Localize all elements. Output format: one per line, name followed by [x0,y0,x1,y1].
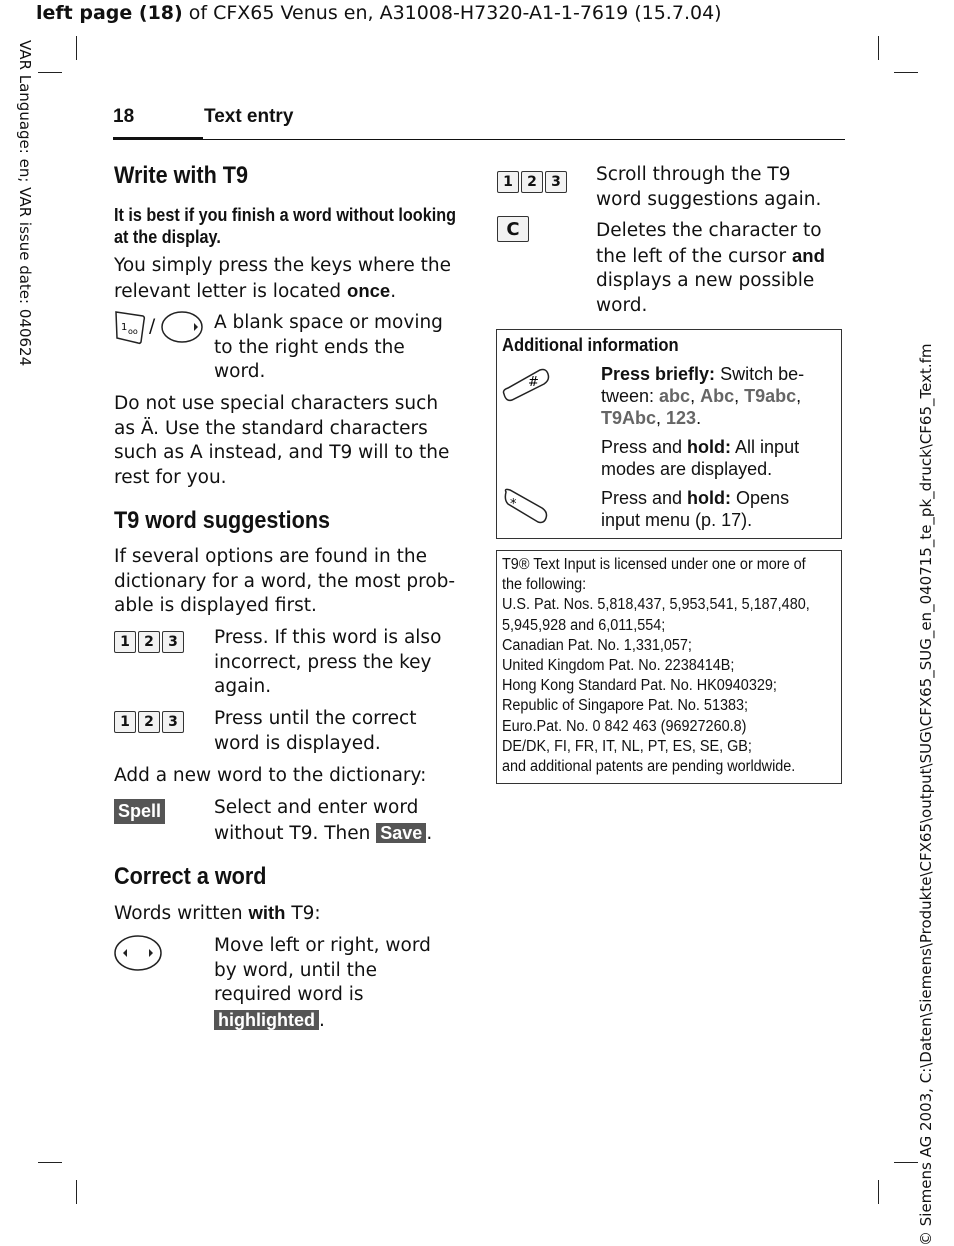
item-text: Deletes the character to the left of the cursor and displays a new possible word. [596,220,825,316]
license-line: DE/DK, FI, FR, IT, NL, PT, ES, SE, GB; [502,737,752,755]
section-title: Write with T9 [114,162,249,189]
print-info-line: left page (18) of CFX65 Venus en, A31008-H7320-A1-1-7619 (15.7.04) [36,2,722,24]
clear-key-icon: C [497,216,529,242]
paragraph: Words written with T9: [114,902,321,924]
license-line: United Kingdom Pat. No. 2238414B; [502,657,735,675]
section-title: T9 word suggestions [114,507,331,534]
svg-text:*: * [510,497,517,512]
section-title: Correct a word [114,863,267,890]
license-line: T9® Text Input is licensed under one or more of the following: [502,556,806,594]
number-keys-icon [497,171,567,193]
key-3-icon: 3 [162,711,184,733]
key-2-icon: 2 [138,711,160,733]
svg-text:oo: oo [128,327,138,336]
voicemail-key-icon [113,308,147,350]
svg-text:1: 1 [121,322,128,333]
license-line: Hong Kong Standard Pat. No. HK0940329; [502,677,777,695]
license-line: U.S. Pat. Nos. 5,818,437, 5,953,541, 5,187,480, 5,945,928 and 6,011,554; [502,596,810,634]
crop-mark [38,1162,62,1163]
side-info-right: © Siemens AG 2003, C:\Daten\Siemens\Produkte\CFX65\output\SUG\CFX65_SUG_en_040715_te_pk_druck\CF65_Text.fm [917,343,935,1246]
crop-mark [76,1180,77,1204]
header-rule [203,139,845,140]
item-text: Press. If this word is also incorrect, press the key again. [214,627,442,697]
info-row-text: Press and hold: All input modes are displayed. [601,437,800,479]
info-title: Additional information [502,335,679,355]
key-2-icon: 2 [521,171,543,193]
side-info-left: VAR Language: en; VAR issue date: 040624 [16,40,34,367]
header-title: Text entry [204,106,294,127]
key-1-icon: 1 [114,631,136,653]
key-separator: / [149,316,156,337]
info-row-text: Press and hold: Opens input menu (p. 17). [601,488,790,530]
header-rule [113,137,203,140]
hash-key-icon [500,364,554,408]
key-3-icon: 3 [545,171,567,193]
item-text: Select and enter word without T9. Then Save . [214,797,433,844]
crop-mark [878,1180,879,1204]
number-keys-icon [114,711,184,733]
crop-mark [894,72,918,73]
info-row-text: Press briefly: Switch be-tween: abc, Abc, T9abc, T9Abc, 123. [601,364,805,428]
save-softkey: Save [376,823,426,843]
license-line: and additional patents are pending worldwide. [502,758,796,776]
paragraph: Do not use special characters such as Ä. Use the standard characters such as A instead, and T9 will to the rest for you. [114,393,450,488]
page-number: 18 [113,106,135,127]
key-1-icon: 1 [114,711,136,733]
nav-right-key-icon [160,308,204,350]
license-line: Republic of Singapore Pat. No. 51383; [502,697,749,715]
key-1-icon: 1 [497,171,519,193]
paragraph: Add a new word to the dictionary: [114,765,427,786]
item-text: A blank space or moving to the right ends the word. [214,312,443,382]
item-text: Press until the correct word is displayed. [214,708,417,754]
lead-text: It is best if you finish a word without looking at the display. [114,205,456,247]
license-line: Canadian Pat. No. 1,331,057; [502,636,692,654]
key-3-icon: 3 [162,631,184,653]
crop-mark [878,36,879,60]
paragraph: If several options are found in the dictionary for a word, the most prob-able is displayed first. [114,546,456,616]
item-text: Scroll through the T9 word suggestions again. [596,164,822,210]
number-keys-icon [114,631,184,653]
highlighted-label: highlighted [214,1010,319,1030]
key-2-icon: 2 [138,631,160,653]
svg-text:#: # [528,375,539,390]
spell-softkey: Spell [114,799,165,824]
crop-mark [38,72,62,73]
license-line: Euro.Pat. No. 0 842 463 (96927260.8) [502,717,747,735]
item-text: Move left or right, word by word, until the required word is highlighted . [214,935,431,1031]
paragraph: You simply press the keys where the relevant letter is located once. [114,255,451,302]
star-key-icon [500,486,554,532]
nav-left-right-key-icon [113,932,163,978]
license-text [502,555,813,777]
crop-mark [76,36,77,60]
